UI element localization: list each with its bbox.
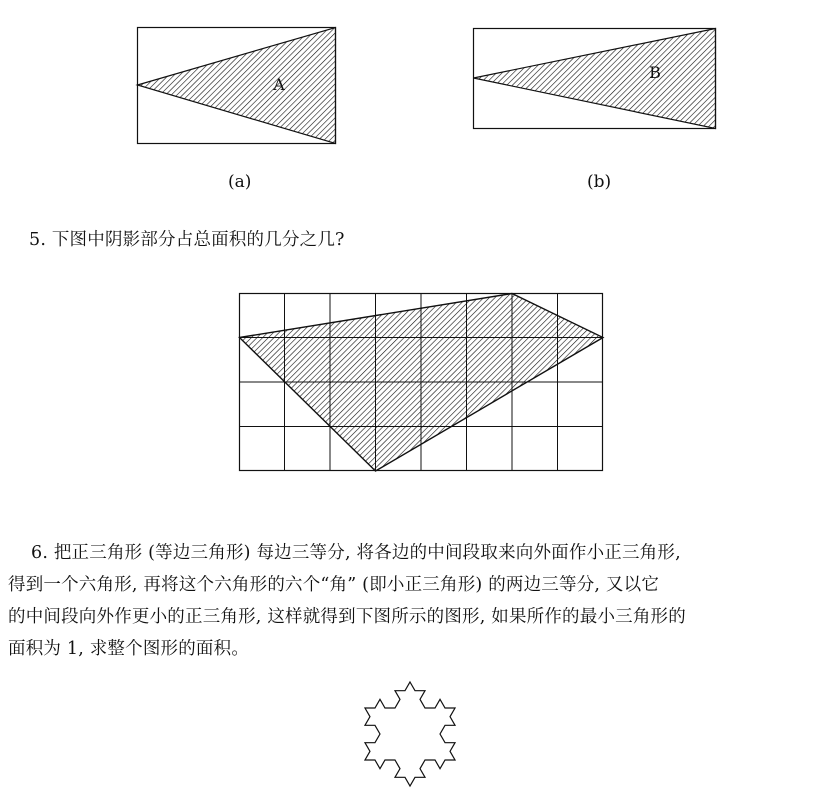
problem-6-line-3: 的中间段向外作更小的正三角形, 这样就得到下图所示的图形, 如果所作的最小三角形的 bbox=[8, 607, 686, 627]
figure-a-caption: (a) bbox=[228, 172, 252, 192]
koch-outline bbox=[365, 682, 455, 786]
figure-b bbox=[473, 28, 717, 130]
problem-6-line-2: 得到一个六角形, 再将这个六角形的六个“角” (即小正三角形) 的两边三等分, 又以它 bbox=[8, 575, 660, 595]
figure-b-label: B bbox=[649, 63, 661, 82]
figure-a-label: A bbox=[273, 75, 285, 94]
figure-a bbox=[137, 27, 337, 145]
problem-5-text: 5. 下图中阴影部分占总面积的几分之几? bbox=[29, 230, 345, 250]
figure-a-shaded-triangle bbox=[138, 28, 336, 144]
problem-6-line-4: 面积为 1, 求整个图形的面积。 bbox=[8, 639, 250, 659]
figure-b-caption: (b) bbox=[587, 172, 612, 192]
grid-figure bbox=[239, 293, 604, 472]
koch-figure bbox=[330, 652, 490, 810]
problem-6-line-1: 6. 把正三角形 (等边三角形) 每边三等分, 将各边的中间段取来向外面作小正三角形, bbox=[31, 543, 681, 563]
figure-b-shaded-triangle bbox=[474, 29, 716, 129]
